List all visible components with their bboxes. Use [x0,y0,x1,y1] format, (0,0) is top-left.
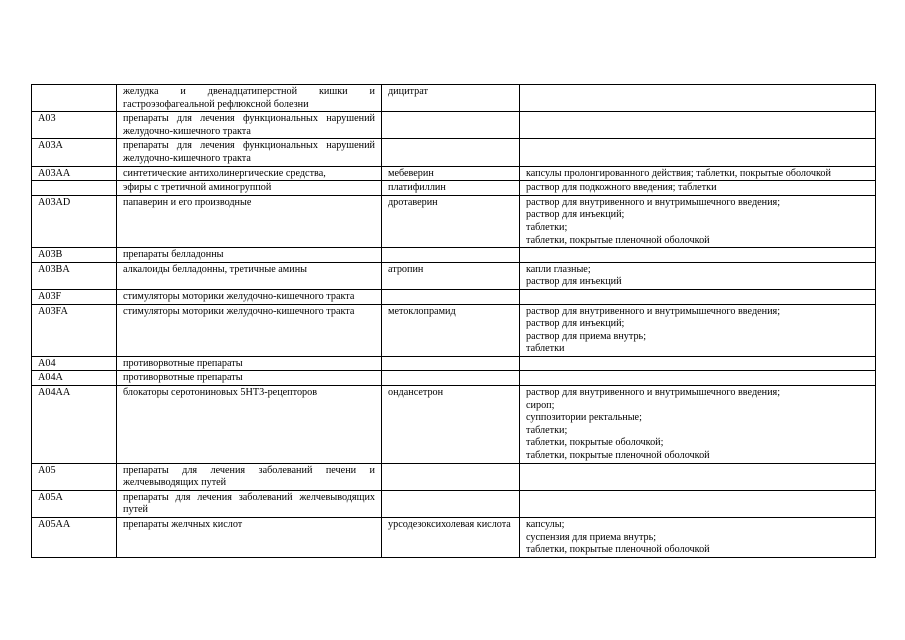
dosage-forms-cell [520,371,876,386]
drug-name-cell [382,490,520,517]
table-row [32,289,876,304]
dosage-form-line: сироп; [526,399,555,411]
table-row [32,248,876,263]
drug-name-cell: урсодезоксихолевая кислота [382,518,520,558]
dosage-forms-cell [520,112,876,139]
atc-code-cell: A04 [32,356,117,371]
table-row [32,304,876,356]
dosage-form-line: раствор для внутривенного и внутримышечного введения; [526,305,781,317]
atc-code-cell: A03AD [32,195,117,247]
drug-name-cell [382,289,520,304]
atc-code-cell: A05AA [32,518,117,558]
dosage-forms-cell [520,289,876,304]
dosage-forms-cell [520,356,876,371]
dosage-form-line: таблетки, покрытые оболочкой; [526,437,664,449]
dosage-form-line: таблетки; [526,221,568,233]
atc-code-cell [32,181,117,196]
atc-code-cell: A04A [32,371,117,386]
dosage-forms-cell [520,248,876,263]
atc-code-cell: A04AA [32,386,117,464]
pharmacological-group-cell: препараты для лечения функциональных нарушений желудочно-кишечного тракта [117,139,382,166]
dosage-form-line: капсулы пролонгированного действия; таблетки, покрытые оболочкой [526,167,831,179]
drug-name-cell: атропин [382,262,520,289]
pharmacological-group-cell: противорвотные препараты [117,356,382,371]
table-row [32,463,876,490]
drug-name-cell: метоклопрамид [382,304,520,356]
pharmacological-group-cell: синтетические антихолинергические средства, [117,166,382,181]
dosage-form-line: капли глазные; [526,263,591,275]
pharmacological-group-cell: желудка и двенадцатиперстной кишки и гастроэзофагеальной рефлюксной болезни [117,85,382,112]
dosage-forms-cell [520,181,876,196]
drug-name-cell: дротаверин [382,195,520,247]
dosage-form-line: раствор для инъекций; [526,318,625,330]
dosage-form-line: раствор для инъекций; [526,209,625,221]
dosage-form-line: таблетки, покрытые пленочной оболочкой [526,450,710,462]
dosage-form-line: суппозитории ректальные; [526,412,642,424]
pharmacological-group-cell: препараты желчных кислот [117,518,382,558]
table-row [32,371,876,386]
atc-code-cell: A03 [32,112,117,139]
dosage-form-line: таблетки, покрытые пленочной оболочкой [526,234,710,246]
atc-code-cell [32,85,117,112]
pharmacological-group-cell: препараты для лечения функциональных нарушений желудочно-кишечного тракта [117,112,382,139]
dosage-form-line: раствор для приема внутрь; [526,330,647,342]
dosage-forms-cell [520,304,876,356]
table-row [32,139,876,166]
dosage-form-line: раствор для внутривенного и внутримышечного введения; [526,196,781,208]
pharmacological-group-cell: папаверин и его производные [117,195,382,247]
drug-table-body [32,85,876,558]
pharmacological-group-cell: блокаторы серотониновых 5HT3-рецепторов [117,386,382,464]
table-row [32,386,876,464]
pharmacological-group-cell: препараты для лечения заболеваний желчевыводящих путей [117,490,382,517]
drug-name-cell [382,248,520,263]
dosage-forms-cell [520,166,876,181]
table-row [32,112,876,139]
table-row [32,518,876,558]
drug-name-cell [382,112,520,139]
atc-code-cell: A03F [32,289,117,304]
table-row [32,490,876,517]
pharmacological-group-cell: алкалоиды белладонны, третичные амины [117,262,382,289]
dosage-forms-cell [520,490,876,517]
drug-name-cell: ондансетрон [382,386,520,464]
table-row [32,262,876,289]
pharmacological-group-cell: противорвотные препараты [117,371,382,386]
pharmacological-group-cell: стимуляторы моторики желудочно-кишечного тракта [117,304,382,356]
dosage-form-line: раствор для внутривенного и внутримышечного введения; [526,387,781,399]
dosage-form-line: таблетки [526,343,565,355]
table-row [32,181,876,196]
dosage-forms-cell [520,386,876,464]
dosage-forms-cell [520,262,876,289]
dosage-forms-cell [520,463,876,490]
dosage-form-line: раствор для подкожного введения; таблетки [526,182,717,194]
pharmacological-group-cell: эфиры с третичной аминогруппой [117,181,382,196]
atc-code-cell: A03AA [32,166,117,181]
table-row [32,85,876,112]
table-row [32,356,876,371]
drug-name-cell: мебеверин [382,166,520,181]
dosage-forms-cell [520,518,876,558]
drug-name-cell [382,371,520,386]
dosage-form-line: раствор для инъекций [526,276,622,288]
dosage-forms-cell [520,139,876,166]
pharmacological-group-cell: препараты для лечения заболеваний печени и желчевыводящих путей [117,463,382,490]
drug-name-cell [382,139,520,166]
table-row [32,195,876,247]
drug-name-cell [382,356,520,371]
drug-name-cell: платифиллин [382,181,520,196]
dosage-forms-cell [520,195,876,247]
atc-code-cell: A03B [32,248,117,263]
drug-name-cell: дицитрат [382,85,520,112]
dosage-forms-cell [520,85,876,112]
dosage-form-line: таблетки, покрытые пленочной оболочкой [526,544,710,556]
pharmacological-group-cell: препараты белладонны [117,248,382,263]
dosage-form-line: таблетки; [526,424,568,436]
dosage-form-line: капсулы; [526,519,565,530]
drug-table [31,84,876,558]
table-row [32,166,876,181]
atc-code-cell: A03BA [32,262,117,289]
dosage-form-line: суспензия для приема внутрь; [526,531,657,543]
pharmacological-group-cell: стимуляторы моторики желудочно-кишечного тракта [117,289,382,304]
drug-name-cell [382,463,520,490]
atc-code-cell: A03FA [32,304,117,356]
atc-code-cell: A03A [32,139,117,166]
atc-code-cell: A05A [32,490,117,517]
atc-code-cell: A05 [32,463,117,490]
